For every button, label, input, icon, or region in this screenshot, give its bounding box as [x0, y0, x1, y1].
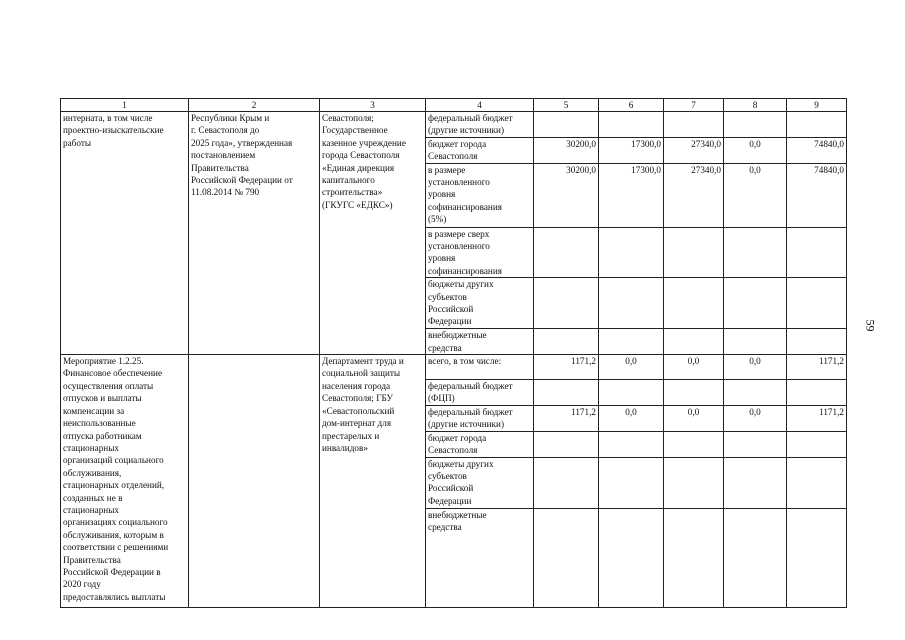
source-cell: в размере установленного уровня софинансирования (5%)	[426, 163, 534, 227]
source-cell: внебюджетные средства	[426, 508, 534, 607]
header-col-2: 2	[189, 99, 320, 112]
value-cell: 1171,2	[534, 405, 599, 431]
value-cell	[534, 380, 599, 406]
value-cell: 17300,0	[599, 137, 664, 163]
value-cell	[599, 112, 664, 138]
value-cell	[664, 457, 724, 508]
value-cell	[724, 227, 787, 278]
value-cell	[664, 329, 724, 355]
value-cell	[534, 227, 599, 278]
source-cell: в размере сверх установленного уровня софинансирования	[426, 227, 534, 278]
source-cell: внебюджетные средства	[426, 329, 534, 355]
value-cell	[787, 457, 847, 508]
value-cell: 0,0	[664, 405, 724, 431]
value-cell	[534, 508, 599, 607]
value-cell	[787, 112, 847, 138]
measure-cell: интерната, в том числе проектно-изыскательские работы	[61, 112, 189, 355]
value-cell: 27340,0	[664, 163, 724, 227]
value-cell: 74840,0	[787, 137, 847, 163]
header-col-3: 3	[320, 99, 426, 112]
value-cell	[787, 329, 847, 355]
value-cell	[664, 508, 724, 607]
value-cell	[534, 431, 599, 457]
value-cell: 1171,2	[534, 355, 599, 380]
value-cell: 0,0	[724, 405, 787, 431]
value-cell: 30200,0	[534, 137, 599, 163]
value-cell	[724, 508, 787, 607]
value-cell	[599, 380, 664, 406]
header-col-7: 7	[664, 99, 724, 112]
source-cell: федеральный бюджет (другие источники)	[426, 112, 534, 138]
value-cell	[599, 329, 664, 355]
source-cell: всего, в том числе:	[426, 355, 534, 380]
header-col-8: 8	[724, 99, 787, 112]
budget-table	[60, 98, 847, 608]
table-row	[61, 355, 847, 380]
source-cell: бюджеты других субъектов Российской Федерации	[426, 278, 534, 329]
value-cell	[534, 278, 599, 329]
source-cell: бюджет города Севастополя	[426, 431, 534, 457]
executor-cell: Севастополя; Государственное казенное учреждение города Севастополя «Единая дирекция капитального строительства» (ГКУГС «ЕДКС»)	[320, 112, 426, 355]
value-cell	[664, 112, 724, 138]
header-col-9: 9	[787, 99, 847, 112]
value-cell: 0,0	[724, 137, 787, 163]
source-cell: бюджеты других субъектов Российской Федерации	[426, 457, 534, 508]
value-cell	[787, 278, 847, 329]
value-cell	[599, 431, 664, 457]
header-row	[61, 99, 847, 112]
executor-cell: Департамент труда и социальной защиты населения города Севастополя; ГБУ «Севастопольский дом-интернат для престарелых и инвалидов»	[320, 355, 426, 607]
value-cell	[724, 329, 787, 355]
value-cell: 0,0	[724, 163, 787, 227]
value-cell	[599, 278, 664, 329]
value-cell	[724, 457, 787, 508]
basis-cell	[189, 355, 320, 607]
value-cell	[664, 227, 724, 278]
value-cell	[787, 227, 847, 278]
table-row	[61, 112, 847, 138]
header-col-1: 1	[61, 99, 189, 112]
value-cell	[724, 112, 787, 138]
basis-cell: Республики Крым и г. Севастополя до 2025 года», утвержденная постановлением Правительства Российской Федерации от 11.08.2014 № 790	[189, 112, 320, 355]
value-cell	[724, 278, 787, 329]
value-cell	[599, 227, 664, 278]
value-cell	[599, 457, 664, 508]
value-cell: 27340,0	[664, 137, 724, 163]
value-cell: 0,0	[599, 355, 664, 380]
value-cell	[599, 508, 664, 607]
page-number: 59	[863, 319, 878, 332]
value-cell	[664, 380, 724, 406]
value-cell: 0,0	[724, 355, 787, 380]
value-cell: 1171,2	[787, 405, 847, 431]
value-cell	[724, 380, 787, 406]
header-col-6: 6	[599, 99, 664, 112]
value-cell: 1171,2	[787, 355, 847, 380]
source-cell: федеральный бюджет (ФЦП)	[426, 380, 534, 406]
value-cell	[787, 431, 847, 457]
value-cell: 17300,0	[599, 163, 664, 227]
value-cell: 0,0	[599, 405, 664, 431]
value-cell	[534, 329, 599, 355]
value-cell	[787, 380, 847, 406]
source-cell: бюджет города Севастополя	[426, 137, 534, 163]
value-cell	[534, 112, 599, 138]
value-cell: 74840,0	[787, 163, 847, 227]
value-cell	[787, 508, 847, 607]
value-cell: 0,0	[664, 355, 724, 380]
value-cell	[664, 278, 724, 329]
value-cell	[534, 457, 599, 508]
header-col-4: 4	[426, 99, 534, 112]
source-cell: федеральный бюджет (другие источники)	[426, 405, 534, 431]
value-cell	[664, 431, 724, 457]
value-cell	[724, 431, 787, 457]
header-col-5: 5	[534, 99, 599, 112]
measure-cell: Мероприятие 1.2.25. Финансовое обеспечение осуществления оплаты отпусков и выплаты компенсации за неиспользованные отпуска работникам стационарных организаций социального обслуживания, стационарных отделений, созданных не в стационарных организациях социального обслуживания, которым в соответствии с решениями Правительства Российской Федерации в 2020 году предоставлялись выплаты	[61, 355, 189, 607]
value-cell: 30200,0	[534, 163, 599, 227]
